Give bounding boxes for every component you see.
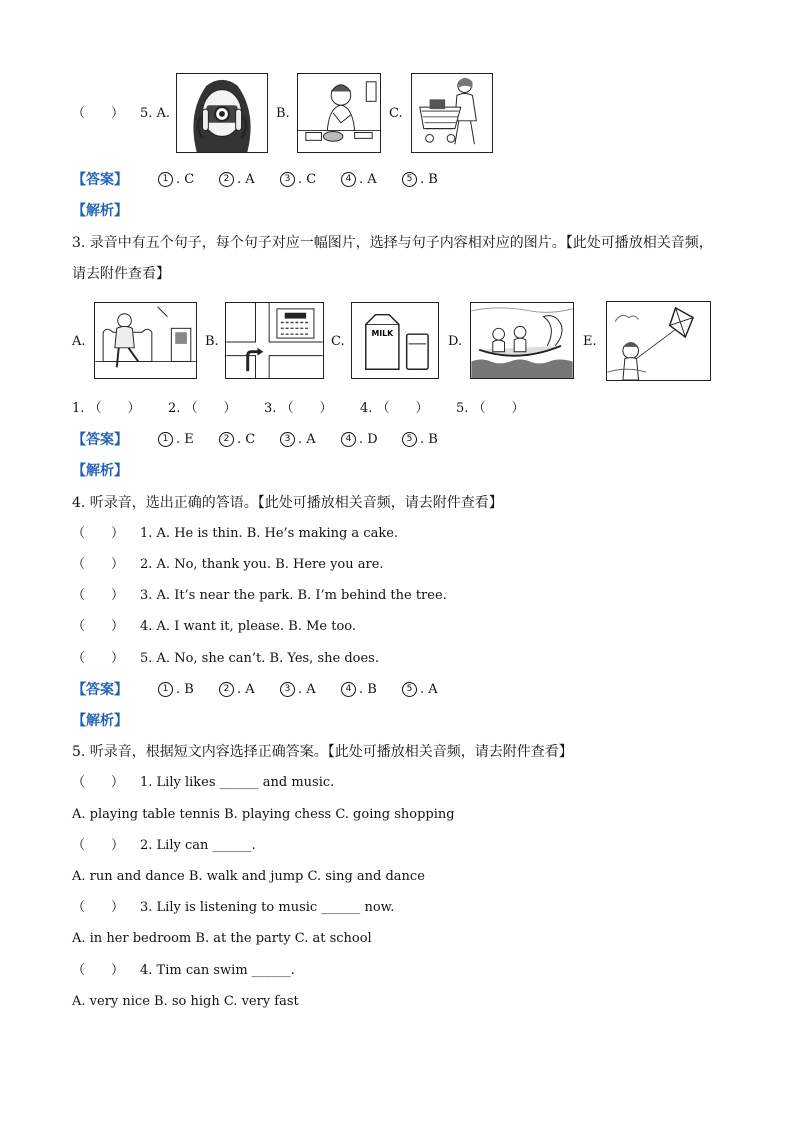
paren-blank[interactable]: （ ） <box>72 963 125 978</box>
answer-item: 4 . D <box>341 432 378 448</box>
answer-item: 3 . C <box>280 172 316 188</box>
question-3-title-cont: 请去附件查看】 <box>72 266 170 282</box>
blank-4[interactable]: 4. （ ） <box>360 401 429 416</box>
answer-label: 【答案】 <box>72 432 128 448</box>
picture-label-c: C. <box>331 334 345 349</box>
question-item: 1. A. He is thin. B. He’s making a cake. <box>140 526 399 541</box>
picture-label-a: A. <box>72 334 86 349</box>
answer-item: 5 . B <box>402 432 438 448</box>
answer-label: 【答案】 <box>72 172 128 188</box>
picture-watching-tv <box>94 302 197 379</box>
question-number: 5. A. <box>140 106 171 121</box>
option-c-label: C. <box>389 106 403 121</box>
answer-options: A. in her bedroom B. at the party C. at school <box>72 931 372 946</box>
question-item: 3. Lily is listening to music ______ now. <box>140 900 395 915</box>
picture-label-d: D. <box>448 334 463 349</box>
blank-5[interactable]: 5. （ ） <box>456 401 525 416</box>
analysis-label: 【解析】 <box>72 203 128 219</box>
answer-item: 2 . A <box>219 172 255 188</box>
answer-item: 1 . C <box>158 172 194 188</box>
answer-item: 3 . A <box>280 432 316 448</box>
picture-shopping-cart <box>411 73 493 153</box>
answer-options: A. very nice B. so high C. very fast <box>72 994 299 1009</box>
paren-blank[interactable]: （ ） <box>72 619 125 634</box>
answer-item: 2 . C <box>219 432 255 448</box>
paren-blank[interactable]: （ ） <box>72 838 125 853</box>
blank-2[interactable]: 2. （ ） <box>168 401 237 416</box>
question-item: 3. A. It’s near the park. B. I’m behind the tree. <box>140 588 447 603</box>
picture-label-b: B. <box>205 334 219 349</box>
question-3-title: 3. 录音中有五个句子，每个句子对应一幅图片，选择与句子内容相对应的图片。【此处可播放相关音频， <box>72 235 713 251</box>
picture-dragon-boat <box>470 302 574 379</box>
answer-item: 2 . A <box>219 682 255 698</box>
question-5-title: 5. 听录音，根据短文内容选择正确答案。【此处可播放相关音频，请去附件查看】 <box>72 744 573 760</box>
paren-blank[interactable]: （ ） <box>72 775 125 790</box>
question-item: 4. A. I want it, please. B. Me too. <box>140 619 356 634</box>
paren-blank[interactable]: （ ） <box>72 588 125 603</box>
paren-blank[interactable]: （ ） <box>72 526 125 541</box>
paren-blank[interactable]: （ ） <box>72 557 125 572</box>
picture-taking-photo <box>176 73 268 153</box>
question-item: 5. A. No, she can’t. B. Yes, she does. <box>140 651 379 666</box>
picture-cooking <box>297 73 381 153</box>
blank-1[interactable]: 1. （ ） <box>72 401 141 416</box>
answer-item: 1 . E <box>158 432 194 448</box>
question-item: 4. Tim can swim ______. <box>140 963 295 978</box>
answer-item: 3 . A <box>280 682 316 698</box>
answer-item: 5 . B <box>402 172 438 188</box>
picture-kite <box>606 301 711 381</box>
picture-label-e: E. <box>583 334 597 349</box>
analysis-label: 【解析】 <box>72 463 128 479</box>
paren-blank[interactable]: （ ） <box>72 651 125 666</box>
question-item: 2. Lily can ______. <box>140 838 256 853</box>
blank-3[interactable]: 3. （ ） <box>264 401 333 416</box>
picture-map-direction <box>225 302 324 379</box>
milk-carton-text: MILK <box>371 329 394 339</box>
question-item: 1. Lily likes ______ and music. <box>140 775 335 790</box>
answer-item: 4 . B <box>341 682 377 698</box>
answer-options: A. playing table tennis B. playing chess C. going shopping <box>72 807 455 822</box>
answer-options: A. run and dance B. walk and jump C. sing and dance <box>72 869 425 884</box>
question-4-title: 4. 听录音，选出正确的答语。【此处可播放相关音频，请去附件查看】 <box>72 495 503 511</box>
answer-item: 5 . A <box>402 682 438 698</box>
paren-blank[interactable]: （ ） <box>72 900 125 915</box>
answer-label: 【答案】 <box>72 682 128 698</box>
picture-milk <box>351 302 439 379</box>
paren-blank[interactable]: （ ） <box>72 106 125 121</box>
answer-item: 1 . B <box>158 682 194 698</box>
question-item: 2. A. No, thank you. B. Here you are. <box>140 557 384 572</box>
analysis-label: 【解析】 <box>72 713 128 729</box>
option-b-label: B. <box>276 106 290 121</box>
answer-item: 4 . A <box>341 172 377 188</box>
